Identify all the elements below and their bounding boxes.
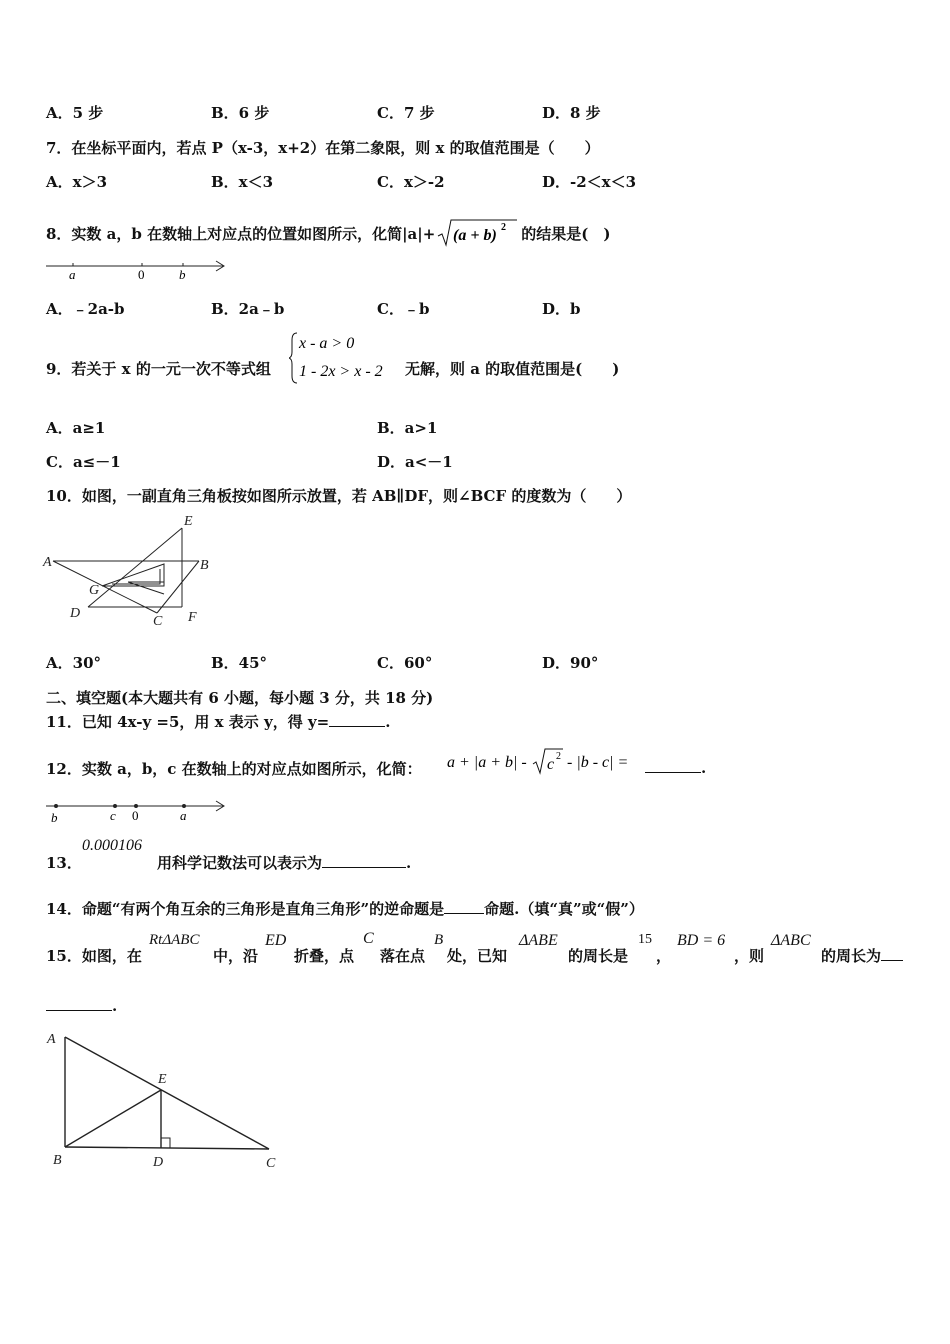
q10-option-c: C．60° [377, 654, 433, 672]
q12-expr-part-2: - |b - c| = [567, 754, 629, 771]
q8-radicand: (a + b) [453, 227, 498, 244]
q12-axis-label-c: c [110, 808, 116, 823]
q10-figure [40, 510, 220, 632]
q6-option-c: C．7 步 [377, 104, 435, 122]
q13-text: 用科学记数法可以表示为 [157, 854, 323, 872]
q13-end: . [406, 854, 412, 872]
q15-math-c: C [363, 930, 374, 947]
q15-math-15: 15 [638, 932, 652, 947]
q9-inequality-2: 1 - 2x > x - 2 [299, 363, 383, 380]
q10-option-a: A．30° [46, 654, 102, 672]
q12-stem [46, 758, 422, 779]
q15-figure [40, 1025, 290, 1175]
q15-text-6: 的周长是 [568, 947, 629, 965]
q10-stem: 10．如图，一副直角三角板按如图所示放置，若 AB∥DF，则∠BCF 的度数为（ ） [46, 487, 632, 505]
q8-exponent: 2 [501, 222, 507, 233]
q15-text-5: 处，已知 [447, 947, 508, 965]
q15-answer-line-2 [46, 996, 117, 1015]
q6-option-b: B．6 步 [211, 104, 270, 122]
q15-label-e: E [158, 1072, 167, 1087]
q6-option-d: D．8 步 [542, 104, 601, 122]
q15-label-a: A [47, 1032, 56, 1047]
q11-answer-blank[interactable] [329, 712, 385, 727]
q8-radical [437, 218, 517, 252]
q10-label-a: A [43, 555, 52, 570]
q14-answer-blank[interactable] [444, 899, 484, 914]
q12-expr-exponent: 2 [556, 751, 561, 762]
q7-option-b: B．x＜3 [211, 173, 274, 191]
q15-math-bd: BD = 6 [677, 932, 726, 949]
q9-stem-prefix: 9．若关于 x 的一元一次不等式组 [46, 360, 271, 378]
q7-option-d: D．-2＜x＜3 [542, 173, 637, 191]
q8-axis-label-b: b [179, 267, 186, 282]
q9-inequality-system [289, 330, 405, 386]
q15-text-2: 中，沿 [213, 947, 259, 965]
q14-text: 14．命题“有两个角互余的三角形是直角三角形”的逆命题是 [46, 900, 445, 918]
q15-math-b: B [434, 932, 444, 948]
q8-axis-label-a: a [69, 267, 76, 282]
q12-expr-part-1: a + |a + b| - [447, 754, 527, 771]
q9-inequality-1: x - a > 0 [299, 335, 355, 352]
q8-stem-suffix: 的结果是( ) [521, 225, 611, 243]
q15-label-d: D [153, 1155, 164, 1170]
q12-axis-label-b: b [51, 810, 58, 825]
q7-option-a: A．x＞3 [46, 173, 108, 191]
q9-option-c: C．a≤－1 [46, 453, 121, 471]
q6-option-a: A．5 步 [46, 104, 104, 122]
q12-answer-area [645, 758, 706, 777]
q15-text-4: 落在点 [380, 947, 426, 965]
q8-option-c: C．﹣b [377, 300, 430, 318]
q15-math-ed: ED [265, 932, 287, 949]
q12-text: 12．实数 a，b，c 在数轴上的对应点如图所示，化简： [46, 760, 422, 778]
q12-axis-label-0: 0 [132, 808, 139, 823]
q8-stem [46, 218, 611, 252]
q15-label-c: C [266, 1156, 276, 1171]
q8-option-b: B．2a﹣b [211, 300, 285, 318]
q9-option-d: D．a<－1 [377, 453, 453, 471]
q15-text-9-label: 的周长为 [821, 947, 882, 965]
q15-text-1: 15．如图，在 [46, 947, 142, 965]
q10-label-f: F [188, 610, 197, 625]
q15-math-abc: ΔABC [771, 932, 811, 949]
q12-axis-label-a: a [180, 808, 187, 823]
q14-stem [46, 898, 644, 919]
q15-text-8: ，则 [734, 947, 765, 965]
q13-stem [157, 852, 411, 873]
q10-label-d: D [70, 606, 81, 621]
q15-math-rt-abc: RtΔABC [149, 932, 200, 948]
q14-end: 命题.（填“真”或“假”） [484, 900, 644, 918]
q8-option-a: A．﹣2a-b [46, 300, 125, 318]
section-heading-fill-in: 二、填空题(本大题共有 6 小题，每小题 3 分，共 18 分) [46, 689, 434, 707]
q11-text: 11．已知 4x-y =5，用 x 表示 y，得 y= [46, 713, 330, 731]
q15-math-abe: ΔABE [519, 932, 558, 949]
q15-label-b: B [53, 1153, 62, 1168]
q7-stem: 7．在坐标平面内，若点 P（x-3，x+2）在第二象限，则 x 的取值范围是（ ） [46, 139, 600, 157]
q12-end: . [701, 759, 707, 777]
q10-label-b: B [200, 558, 209, 573]
q8-stem-prefix: 8．实数 a，b 在数轴上对应点的位置如图所示，化简|a|+ [46, 225, 436, 243]
q15-text-9 [821, 945, 903, 966]
q8-axis-label-0: 0 [138, 267, 145, 282]
q11-stem [46, 711, 390, 732]
q15-text-7: ， [656, 947, 672, 965]
q12-number-line [44, 797, 230, 825]
q8-option-d: D．b [542, 300, 581, 318]
q10-label-e: E [184, 514, 193, 529]
q10-option-b: B．45° [211, 654, 268, 672]
q13-label: 13． [46, 854, 82, 872]
q12-expression [445, 746, 645, 776]
q13-number: 0.000106 [82, 837, 142, 854]
q9-option-a: A．a≥1 [46, 419, 106, 437]
q12-answer-blank[interactable] [645, 758, 701, 773]
q8-sqrt-sign [437, 218, 517, 248]
q7-option-c: C．x＞-2 [377, 173, 445, 191]
q10-label-g: G [89, 583, 100, 598]
q8-number-line [44, 256, 230, 282]
q15-answer-blank-2[interactable] [46, 996, 112, 1011]
q15-answer-blank-1[interactable] [881, 946, 903, 961]
q15-text-3: 折叠，点 [294, 947, 355, 965]
q11-end: . [385, 713, 391, 731]
q15-end: . [112, 997, 118, 1015]
q12-expr-radicand: c [547, 756, 555, 773]
q10-option-d: D．90° [542, 654, 599, 672]
q9-stem-suffix: 无解，则 a 的取值范围是( ) [405, 360, 620, 378]
q9-option-b: B．a>1 [377, 419, 438, 437]
q13-answer-blank[interactable] [322, 853, 406, 868]
q10-label-c: C [153, 614, 163, 629]
